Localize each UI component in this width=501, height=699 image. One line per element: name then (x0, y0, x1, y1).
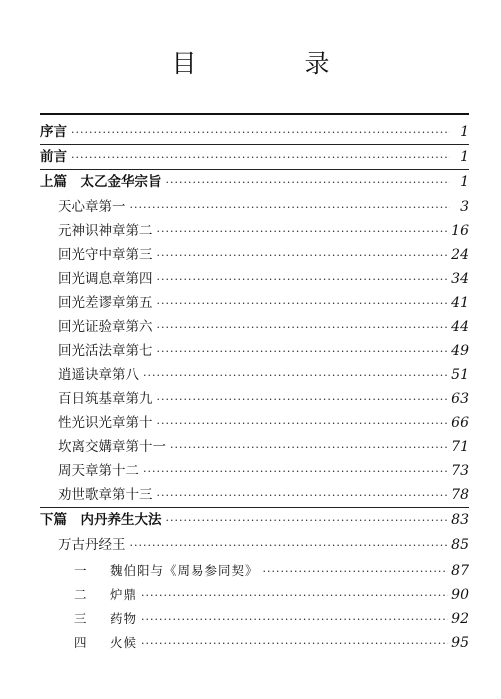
toc-entry-label: 元神识神章第二 (58, 223, 153, 239)
toc-page-number: 78 (451, 487, 469, 503)
toc-entry-label: 百日筑基章第九 (58, 391, 153, 407)
toc-entry-foreword[interactable] (40, 146, 469, 166)
toc-entry-label: 劝世歌章第十三 (58, 487, 153, 503)
toc-entry-chapter[interactable] (58, 484, 469, 504)
toc-entry-label: 魏伯阳与《周易参同契》 (110, 563, 259, 578)
toc-page-number: 85 (451, 537, 469, 553)
toc-entry-preface[interactable] (40, 121, 469, 141)
toc-entry-chapter[interactable] (58, 364, 469, 384)
toc-page-number: 41 (451, 295, 469, 311)
dot-leader (157, 418, 449, 429)
toc-entry-part-two[interactable] (40, 509, 469, 529)
toc-entry-label: 回光差谬章第五 (58, 295, 153, 311)
toc-entry-label: 药物 (110, 611, 138, 626)
toc-entry-chapter[interactable] (58, 340, 469, 360)
toc-entry-label: 回光守中章第三 (58, 247, 153, 263)
dot-leader (130, 540, 449, 551)
dot-leader (157, 346, 449, 357)
section-number: 二 (74, 587, 88, 602)
page-title: 目 录 (171, 49, 380, 78)
toc-page-number: 1 (460, 174, 469, 190)
toc-entry-chapter[interactable] (58, 436, 469, 456)
toc-entry-label: 坎离交媾章第十一 (58, 439, 166, 455)
dot-leader (71, 127, 450, 138)
toc-entry-chapter[interactable] (58, 220, 469, 240)
divider (40, 169, 469, 170)
toc-entry-label: 周天章第十二 (58, 463, 139, 479)
dot-leader (141, 590, 448, 601)
toc-entry-chapter[interactable] (58, 316, 469, 336)
dot-leader (157, 250, 449, 261)
dot-leader (141, 614, 448, 625)
dot-leader (143, 466, 448, 477)
dot-leader (157, 490, 449, 501)
toc-page-number: 1 (460, 124, 469, 140)
toc-entry-label: 万古丹经王 (58, 537, 126, 553)
toc-page-number: 95 (451, 635, 469, 651)
toc-entry-label: 回光活法章第七 (58, 343, 153, 359)
toc-page-number: 44 (451, 319, 469, 335)
toc-page-number: 3 (460, 199, 469, 215)
toc-entry-label: 上篇 太乙金华宗旨 (40, 174, 162, 190)
toc-entry-label: 炉鼎 (110, 587, 138, 602)
toc-entry-part-one[interactable] (40, 171, 469, 191)
toc-page-number: 63 (451, 391, 469, 407)
toc-page-number: 24 (451, 247, 469, 263)
toc-page-number: 87 (451, 563, 469, 579)
dot-leader (130, 202, 451, 213)
toc-entry-label: 前言 (40, 149, 67, 165)
toc-entry-label: 逍遥诀章第八 (58, 367, 139, 383)
toc-entry-label: 火候 (110, 635, 138, 650)
toc-entry-chapter[interactable] (58, 534, 469, 554)
toc-entry-chapter[interactable] (58, 388, 469, 408)
toc-entry-chapter[interactable] (58, 244, 469, 264)
dot-leader (157, 394, 449, 405)
toc-entry-section[interactable] (74, 632, 469, 652)
dot-leader (166, 177, 451, 188)
section-number: 一 (74, 563, 88, 578)
toc-page-number: 92 (451, 611, 469, 627)
toc-page-number: 49 (451, 343, 469, 359)
toc-entry-section[interactable] (74, 608, 469, 628)
toc-entry-label: 天心章第一 (58, 199, 126, 215)
dot-leader (157, 274, 449, 285)
toc-page-number: 34 (451, 271, 469, 287)
toc-page-number: 90 (451, 587, 469, 603)
section-number: 三 (74, 611, 88, 626)
dot-leader (157, 298, 449, 309)
toc-page-number: 16 (451, 223, 469, 239)
toc-entry-section[interactable] (74, 584, 469, 604)
toc-entry-label: 下篇 内丹养生大法 (40, 512, 162, 528)
divider (40, 144, 469, 145)
dot-leader (143, 370, 448, 381)
dot-leader (157, 322, 449, 333)
dot-leader (263, 566, 449, 577)
toc-page-number: 66 (451, 415, 469, 431)
toc-entry-label: 序言 (40, 124, 67, 140)
dot-leader (71, 152, 450, 163)
toc-entry-chapter[interactable] (58, 292, 469, 312)
section-number: 四 (74, 635, 88, 650)
toc-entry-chapter[interactable] (58, 268, 469, 288)
toc-page-number: 73 (451, 463, 469, 479)
dot-leader (166, 515, 449, 526)
toc-page-number: 83 (451, 512, 469, 528)
toc-page-number: 51 (451, 367, 469, 383)
toc-entry-label: 性光识光章第十 (58, 415, 153, 431)
toc-entry-label: 回光调息章第四 (58, 271, 153, 287)
dot-leader (157, 226, 449, 237)
toc-entry-chapter[interactable] (58, 460, 469, 480)
divider (40, 507, 469, 508)
toc-entry-section[interactable] (74, 560, 469, 580)
toc-entry-chapter[interactable] (58, 412, 469, 432)
top-rule (40, 113, 469, 115)
dot-leader (141, 638, 448, 649)
toc-page-number: 1 (460, 149, 469, 165)
toc-page-number: 71 (451, 439, 469, 455)
toc-entry-label: 回光证验章第六 (58, 319, 153, 335)
dot-leader (170, 442, 448, 453)
toc-entry-chapter[interactable] (58, 196, 469, 216)
